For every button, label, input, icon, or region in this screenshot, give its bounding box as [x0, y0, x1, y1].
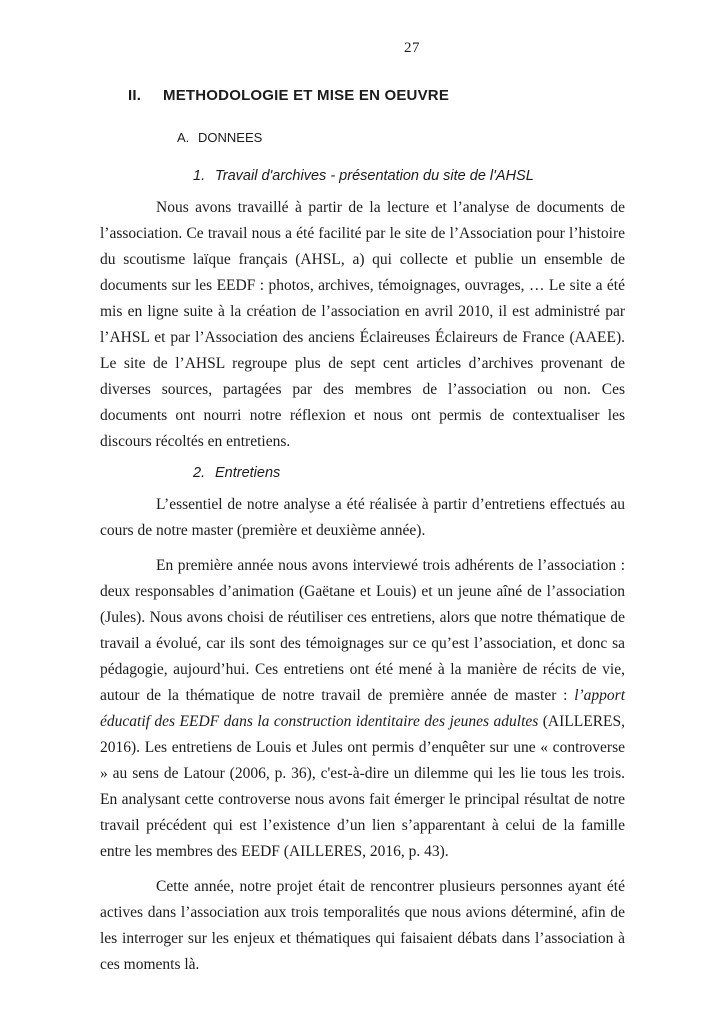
subsubsection-title: Entretiens: [215, 465, 281, 481]
subsection-number: A.: [177, 130, 190, 145]
subsubsection-heading-archives: [100, 167, 625, 186]
section-number: II.: [128, 87, 142, 104]
paragraph-archives: [100, 195, 625, 455]
subsubsection-number: 1.: [193, 168, 206, 184]
text-run: L’essentiel de notre analyse a été réalisée à partir d’entretiens effectués au cours de notre master (première et deuxième année).: [100, 496, 625, 539]
section-title: METHODOLOGIE ET MISE EN OEUVRE: [163, 87, 450, 104]
subsubsection-number: 2.: [193, 465, 206, 481]
subsection-heading-donnees: [100, 130, 625, 146]
paragraph-entretiens-intro: [100, 492, 625, 544]
paragraph-premiere-annee: [100, 553, 625, 865]
page-number: 27: [404, 40, 420, 56]
text-run: En première année nous avons interviewé trois adhérents de l’association : deux responsables d’animation (Gaëtane et Louis) et un jeune aîné de l’association (Jules). Nous avons choisi de réutiliser ces entretiens, alors que notre thématique de travail a évolué, car ils sont des témoignages sur ce qu’est l’association, et donc sa pédagogie, aujourd’hui. Ces entretiens ont été mené à la manière de récits de vie, autour de la thématique de notre travail de première année de master :: [100, 557, 625, 704]
subsubsection-title: Travail d'archives - présentation du site de l'AHSL: [215, 168, 534, 184]
section-heading-methodologie: [100, 87, 625, 105]
text-run: Nous avons travaillé à partir de la lecture et l’analyse de documents de l’association. Ce travail nous a été facilité par le site de l’Association pour l’histoire du scoutisme laïque français (AHSL, a) qui collecte et publie un ensemble de documents sur les EEDF : photos, archives, témoignages, ouvrages, … Le site a été mis en ligne suite à la création de l’association en avril 2010, il est administré par l’AHSL et par l’Association des anciens Éclaireuses Éclaireurs de France (AAEE). Le site de l’AHSL regroupe plus de sept cent articles d’archives provenant de diverses sources, partagées par des membres de l’association ou non. Ces documents ont nourri notre réflexion et nous ont permis de contextualiser les discours récoltés en entretiens.: [100, 199, 625, 450]
italic-text-run: l’apport éducatif des EEDF dans la construction identitaire des jeunes adultes: [100, 687, 625, 730]
text-run: Cette année, notre projet était de rencontrer plusieurs personnes ayant été actives dans l’association aux trois temporalités que nous avions déterminé, afin de les interroger sur les enjeux et thématiques qui faisaient débats dans l’association à ces moments là.: [100, 878, 625, 973]
subsection-title: DONNEES: [198, 130, 263, 145]
text-run: (AILLERES, 2016). Les entretiens de Louis et Jules ont permis d’enquêter sur une « controverse » au sens de Latour (2006, p. 36), c'est-à-dire un dilemme qui les lie tous les trois. En analysant cette controverse nous avons fait émerger le principal résultat de notre travail précédent qui est l’existence d’un lien s’apparentant à celui de la famille entre les membres des EEDF (AILLERES, 2016, p. 43).: [100, 713, 625, 860]
subsubsection-heading-entretiens: [100, 464, 625, 483]
paragraph-cette-annee: [100, 874, 625, 978]
